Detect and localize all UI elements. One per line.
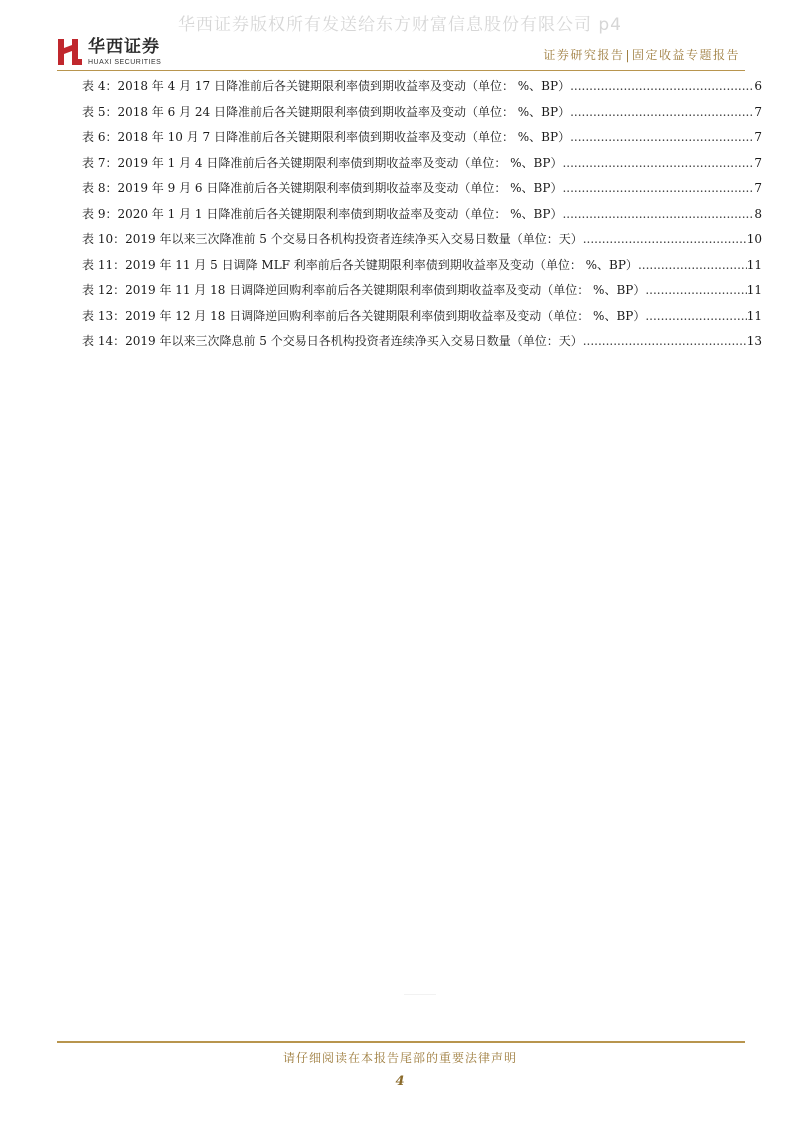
- toc-leader-dots: [570, 74, 754, 100]
- toc-entry-title: 表 14：2019 年以来三次降息前 5 个交易日各机构投资者连续净买入交易日数量（单位：天）: [82, 334, 583, 348]
- toc-leader-dots: [583, 329, 747, 355]
- toc-entry-page: 11: [746, 257, 762, 272]
- toc-entry[interactable]: [82, 125, 762, 151]
- toc-entry-page: 11: [746, 283, 762, 297]
- toc-entry[interactable]: [82, 74, 762, 100]
- toc-entry-title: 表 12：2019 年 11 月 18 日调降逆回购利率前后各关键期限利率债到期收益率及变动（单位： %、BP）: [82, 283, 646, 297]
- toc-leader-dots: [583, 227, 747, 253]
- table-of-contents: [82, 74, 762, 355]
- toc-entry-page: 8: [754, 206, 762, 221]
- brand-name-en: HUAXI SECURITIES: [88, 58, 162, 66]
- toc-entry-title: 表 4：2018 年 4 月 17 日降准前后各关键期限利率债到期收益率及变动（单位： %、BP）: [82, 79, 571, 93]
- toc-entry-page: 7: [754, 155, 762, 170]
- toc-entry-page: 11: [746, 308, 762, 323]
- faint-artifact: [404, 994, 436, 995]
- toc-leader-dots: [645, 304, 746, 330]
- toc-entry[interactable]: [82, 176, 762, 202]
- toc-leader-dots: [638, 253, 747, 279]
- toc-entry-title: 表 9：2020 年 1 月 1 日降准前后各关键期限利率债到期收益率及变动（单位： %、BP）: [82, 206, 563, 221]
- report-category: 固定收益专题报告: [631, 48, 740, 62]
- page-number: 4: [395, 1074, 405, 1089]
- company-logo: [57, 37, 161, 67]
- toc-entry[interactable]: [82, 151, 762, 177]
- toc-entry[interactable]: [82, 329, 762, 355]
- toc-entry[interactable]: [82, 278, 762, 304]
- report-type: 证券研究报告: [543, 48, 625, 62]
- toc-leader-dots: [562, 176, 754, 202]
- report-label: [543, 46, 740, 63]
- toc-entry-page: 7: [754, 104, 762, 119]
- header-divider: [57, 70, 745, 71]
- toc-leader-dots: [562, 202, 754, 228]
- toc-entry-title: 表 13：2019 年 12 月 18 日调降逆回购利率前后各关键期限利率债到期收益率及变动（单位： %、BP）: [82, 308, 646, 323]
- toc-entry-title: 表 11：2019 年 11 月 5 日调降 MLF 利率前后各关键期限利率债到期收益率及变动（单位： %、BP）: [82, 257, 638, 272]
- toc-entry-page: 6: [754, 79, 762, 93]
- toc-leader-dots: [570, 125, 754, 151]
- toc-entry-page: 7: [754, 130, 762, 144]
- toc-entry[interactable]: [82, 100, 762, 126]
- toc-entry-page: 10: [746, 232, 762, 246]
- toc-entry[interactable]: [82, 227, 762, 253]
- toc-entry-page: 7: [754, 181, 762, 195]
- footer-divider: [57, 1041, 745, 1043]
- toc-entry[interactable]: [82, 304, 762, 330]
- toc-entry-page: 13: [746, 334, 762, 348]
- toc-entry[interactable]: [82, 253, 762, 279]
- toc-leader-dots: [645, 278, 746, 304]
- toc-leader-dots: [562, 151, 754, 177]
- huaxi-logo-icon: [57, 37, 83, 67]
- watermark-text: 华西证券版权所有发送给东方财富信息股份有限公司 p4: [177, 15, 622, 35]
- legal-disclaimer: 请仔细阅读在本报告尾部的重要法律声明: [282, 1051, 517, 1065]
- header-separator: |: [625, 48, 631, 62]
- toc-entry-title: 表 10：2019 年以来三次降准前 5 个交易日各机构投资者连续净买入交易日数量（单位：天）: [82, 232, 583, 246]
- brand-name-cn: 华西证券: [88, 36, 160, 57]
- toc-entry-title: 表 7：2019 年 1 月 4 日降准前后各关键期限利率债到期收益率及变动（单位： %、BP）: [82, 155, 563, 170]
- toc-leader-dots: [570, 100, 754, 126]
- toc-entry[interactable]: [82, 202, 762, 228]
- toc-entry-title: 表 8：2019 年 9 月 6 日降准前后各关键期限利率债到期收益率及变动（单位： %、BP）: [82, 181, 563, 195]
- toc-entry-title: 表 5：2018 年 6 月 24 日降准前后各关键期限利率债到期收益率及变动（单位： %、BP）: [82, 104, 571, 119]
- toc-entry-title: 表 6：2018 年 10 月 7 日降准前后各关键期限利率债到期收益率及变动（单位： %、BP）: [82, 130, 571, 144]
